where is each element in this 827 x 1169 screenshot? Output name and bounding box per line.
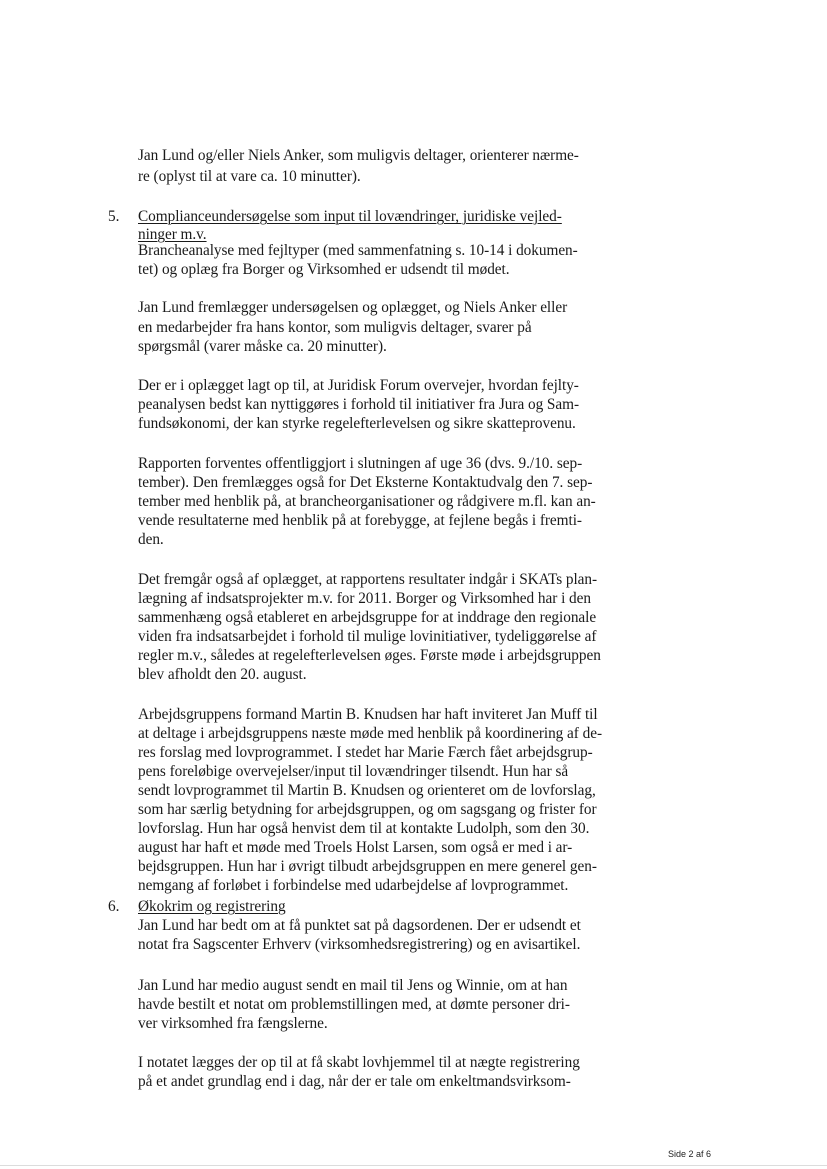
text-line: som har særlig betydning for arbejdsgruppen, og om sagsgang og frister for — [138, 801, 597, 818]
text-line: regler m.v., således at regelefterlevelsen øges. Første møde i arbejdsgruppen — [138, 647, 601, 664]
text-line: bejdsgruppen. Hun har i øvrigt tilbudt arbejdsgruppen en mere generel gen- — [138, 858, 597, 875]
text-line: re (oplyst til at vare ca. 10 minutter). — [138, 168, 361, 185]
page-number: Side 2 af 6 — [668, 1149, 712, 1159]
text-line: tet) og oplæg fra Borger og Virksomhed er udsendt til mødet. — [138, 261, 510, 278]
section-heading: Økokrim og registrering — [138, 898, 286, 915]
text-line: lægning af indsatsprojekter m.v. for 2011. Borger og Virksomhed har i den — [138, 590, 591, 607]
text-line: I notatet lægges der op til at få skabt lovhjemmel til at nægte registrering — [138, 1054, 580, 1071]
text-line: tember med henblik på, at brancheorganisationer og rådgivere m.fl. kan an- — [138, 493, 596, 510]
text-line: Rapporten forventes offentliggjort i slutningen af uge 36 (dvs. 9./10. sep- — [138, 455, 583, 472]
page-bottom-divider — [0, 1165, 827, 1166]
text-line: den. — [138, 531, 164, 548]
text-line: ver virksomhed fra fængslerne. — [138, 1015, 328, 1032]
text-line: Brancheanalyse med fejltyper (med sammenfatning s. 10-14 i dokumen- — [138, 242, 578, 259]
text-line: spørgsmål (varer måske ca. 20 minutter). — [138, 338, 387, 355]
item-number: 5. — [108, 208, 120, 225]
text-line: på et andet grundlag end i dag, når der er tale om enkeltmandsvirksom- — [138, 1073, 571, 1090]
text-line: fundsøkonomi, der kan styrke regelefterlevelsen og sikre skatteprovenu. — [138, 415, 576, 432]
text-line: Der er i oplægget lagt op til, at Juridisk Forum overvejer, hvordan fejlty- — [138, 377, 579, 394]
section-heading: ninger m.v. — [138, 226, 207, 243]
text-line: en medarbejder fra hans kontor, som muligvis deltager, svarer på — [138, 319, 532, 336]
text-line: august har haft et møde med Troels Holst Larsen, som også er med i ar- — [138, 839, 573, 856]
text-line: sammenhæng også etableret en arbejdsgruppe for at inddrage den regionale — [138, 609, 597, 626]
text-line: viden fra indsatsarbejdet i forhold til mulige lovinitiativer, tydeliggørelse af — [138, 628, 597, 645]
text-line: at deltage i arbejdsgruppens næste møde med henblik på koordinering af de- — [138, 725, 602, 742]
text-line: lovforslag. Hun har også henvist dem til at kontakte Ludolph, som den 30. — [138, 820, 590, 837]
text-line: res forslag med lovprogrammet. I stedet har Marie Færch fået arbejdsgrup- — [138, 744, 593, 761]
text-line: sendt lovprogrammet til Martin B. Knudsen og orienteret om de lovforslag, — [138, 782, 596, 799]
text-line: blev afholdt den 20. august. — [138, 666, 307, 683]
text-line: nemgang af forløbet i forbindelse med udarbejdelse af lovprogrammet. — [138, 877, 569, 894]
item-number: 6. — [108, 898, 120, 915]
text-line: notat fra Sagscenter Erhverv (virksomhedsregistrering) og en avisartikel. — [138, 936, 581, 953]
text-line: peanalysen bedst kan nyttiggøres i forhold til initiativer fra Jura og Sam- — [138, 396, 580, 413]
text-line: Jan Lund har medio august sendt en mail til Jens og Winnie, om at han — [138, 977, 568, 994]
text-line: Det fremgår også af oplægget, at rapportens resultater indgår i SKATs plan- — [138, 571, 598, 588]
text-line: Jan Lund har bedt om at få punktet sat på dagsordenen. Der er udsendt et — [138, 917, 581, 934]
text-line: tember). Den fremlægges også for Det Eksterne Kontaktudvalg den 7. sep- — [138, 474, 593, 491]
text-line: havde bestilt et notat om problemstillingen med, at dømte personer dri- — [138, 996, 570, 1013]
section-heading: Complianceundersøgelse som input til lovændringer, juridiske vejled- — [138, 208, 562, 225]
text-line: vende resultaterne med henblik på at forebygge, at fejlene begås i fremti- — [138, 512, 582, 529]
text-line: Jan Lund og/eller Niels Anker, som muligvis deltager, orienterer nærme- — [138, 147, 579, 164]
text-line: Jan Lund fremlægger undersøgelsen og oplægget, og Niels Anker eller — [138, 299, 568, 316]
text-line: Arbejdsgruppens formand Martin B. Knudsen har haft inviteret Jan Muff til — [138, 706, 598, 723]
text-line: pens foreløbige overvejelser/input til lovændringer tilsendt. Hun har så — [138, 763, 569, 780]
